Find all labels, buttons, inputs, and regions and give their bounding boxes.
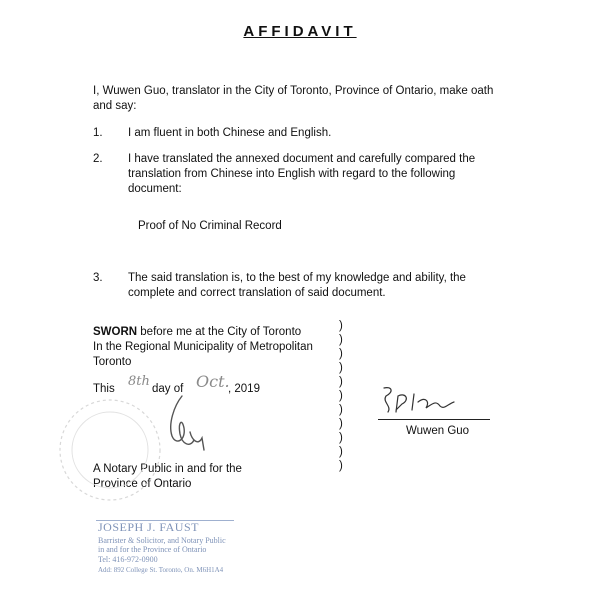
stamp-line-2: in and for the Province of Ontario <box>98 545 207 554</box>
item-1-number: 1. <box>93 127 103 139</box>
item-3-line-2: complete and correct translation of said document. <box>128 287 386 299</box>
parenthesis: ) <box>339 418 343 430</box>
date-this: This <box>93 383 115 395</box>
sworn-line-3: Toronto <box>93 356 132 368</box>
notary-seal-impression <box>55 395 165 505</box>
parenthesis: ) <box>339 376 343 388</box>
notary-signature <box>160 388 220 458</box>
parenthesis: ) <box>339 362 343 374</box>
translator-signature <box>378 382 478 422</box>
item-2-line-1: I have translated the annexed document and carefully compared the <box>128 153 476 165</box>
parenthesis: ) <box>339 320 343 332</box>
affidavit-title: AFFIDAVIT <box>243 23 357 40</box>
item-2-line-3: document: <box>128 183 182 195</box>
notary-stamp <box>92 512 242 584</box>
document-name: Proof of No Criminal Record <box>138 220 282 232</box>
item-2-line-2: translation from Chinese into English with regard to the following <box>128 168 456 180</box>
intro-line-1: I, Wuwen Guo, translator in the City of Toronto, Province of Ontario, make oath <box>93 85 494 97</box>
date-year: , 2019 <box>228 383 260 395</box>
sworn-bold: SWORN <box>93 326 138 338</box>
parenthesis: ) <box>339 446 343 458</box>
item-3-number: 3. <box>93 272 103 284</box>
date-month-handwritten: Oct. <box>196 372 230 391</box>
date-day-handwritten: 8th <box>128 374 150 389</box>
sworn-rest: before me at the City of Toronto <box>137 326 302 338</box>
item-1-text: I am fluent in both Chinese and English. <box>128 127 332 139</box>
parenthesis: ) <box>339 432 343 444</box>
parenthesis: ) <box>339 334 343 346</box>
stamp-line-1: Barrister & Solicitor, and Notary Public <box>98 536 226 545</box>
sworn-line-1 <box>93 325 301 340</box>
date-day-of: day of <box>152 383 184 395</box>
sworn-line-2: In the Regional Municipality of Metropolitan <box>93 341 313 353</box>
notary-line-2: Province of Ontario <box>93 478 192 490</box>
parenthesis: ) <box>339 404 343 416</box>
parenthesis: ) <box>339 390 343 402</box>
stamp-name: JOSEPH J. FAUST <box>98 520 199 534</box>
parenthesis: ) <box>339 460 343 472</box>
stamp-line-3: Tel: 416-972-0900 <box>98 555 158 564</box>
item-2-number: 2. <box>93 153 103 165</box>
signatory-name: Wuwen Guo <box>406 425 470 437</box>
parenthesis: ) <box>339 348 343 360</box>
intro-line-2: and say: <box>93 100 137 112</box>
notary-line-1: A Notary Public in and for the <box>93 463 242 475</box>
item-3-line-1: The said translation is, to the best of my knowledge and ability, the <box>128 272 466 284</box>
signature-line <box>378 419 490 420</box>
stamp-line-4: Add: 892 College St. Toronto, On. M6H1A4 <box>98 566 224 574</box>
